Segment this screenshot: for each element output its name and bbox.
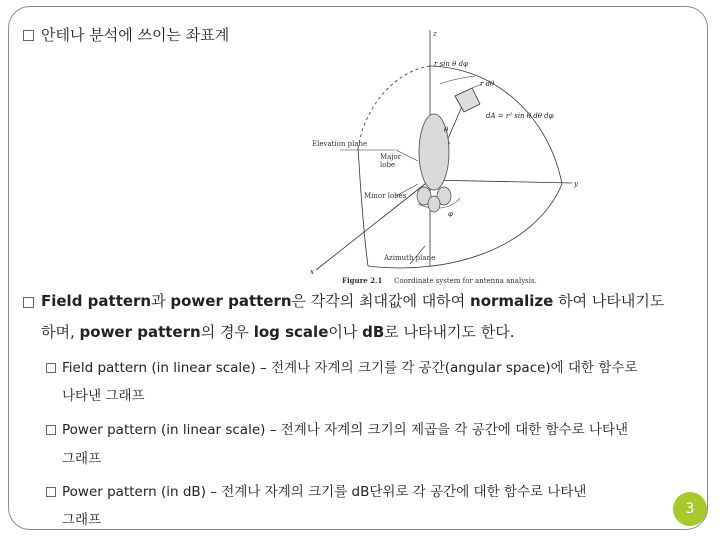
coordinate-system-figure bbox=[300, 26, 600, 288]
figure-caption-text: Coordinate system for antenna analysis. bbox=[394, 277, 537, 285]
sub-bullet-icon bbox=[46, 363, 56, 373]
main-bullet-icon bbox=[23, 297, 34, 308]
elevation-arc bbox=[358, 148, 368, 266]
sphere-back-outline bbox=[358, 66, 430, 148]
figure-caption-label: Figure 2.1 bbox=[342, 276, 383, 285]
r-dtheta-label: r dθ bbox=[480, 80, 495, 88]
minor-lobes-label: Minor lobes bbox=[364, 192, 407, 200]
main-bullet-line2: 하며, power pattern의 경우 log scale이나 dB로 나타내기도 한다. bbox=[41, 323, 515, 341]
sub-bullet-field-pattern-line2: 나타낸 그래프 bbox=[62, 388, 145, 404]
sphere-outline bbox=[430, 66, 562, 184]
y-axis-label: y bbox=[574, 180, 578, 188]
theta-label: θ bbox=[444, 126, 449, 134]
sub-bullet-power-pattern-db-line1: Power pattern (in dB) – 전계나 자계의 크기를 dB단위로 각 공간에 대한 함수로 나타낸 bbox=[62, 484, 587, 500]
sub-bullet-icon bbox=[46, 425, 56, 435]
term-normalize: normalize bbox=[470, 292, 554, 310]
sub-bullet-field-pattern-line1: Field pattern (in linear scale) – 전계나 자계의 크기를 각 공간(angular space)에 대한 함수로 bbox=[62, 360, 638, 376]
term-power-pattern: power pattern bbox=[170, 292, 292, 310]
major-lobe-label-line2: lobe bbox=[380, 161, 396, 169]
y-axis bbox=[430, 180, 572, 183]
term-db: dB bbox=[362, 323, 385, 341]
sub-bullet-power-pattern-line2: 그래프 bbox=[62, 451, 102, 467]
x-axis-label: x bbox=[310, 268, 314, 276]
z-axis-label: z bbox=[433, 30, 437, 38]
main-bullet-line1: Field pattern과 power pattern은 각각의 최대값에 대하여 normalize 하여 나타내기도 bbox=[41, 292, 665, 310]
page-number-badge: 3 bbox=[673, 492, 707, 526]
minor-lobe-shape bbox=[428, 196, 440, 212]
phi-label: φ bbox=[448, 210, 453, 218]
term-log-scale: log scale bbox=[253, 323, 329, 341]
term-power-pattern: power pattern bbox=[79, 323, 201, 341]
sub-bullet-power-pattern-line1: Power pattern (in linear scale) – 전계나 자계의 크기의 제곱을 각 공간에 대한 함수로 나타낸 bbox=[62, 422, 629, 438]
azimuth-plane-label: Azimuth plane bbox=[384, 254, 436, 262]
elevation-plane-label: Elevation plane bbox=[312, 140, 368, 148]
slide-heading: 안테나 분석에 쓰이는 좌표계 bbox=[41, 26, 230, 44]
term-field-pattern: Field pattern bbox=[41, 292, 152, 310]
r-sin-dphi-label: r sin θ dφ bbox=[434, 60, 468, 68]
area-element-label: dA = r² sin θ dθ dφ bbox=[486, 112, 554, 120]
area-element-patch bbox=[455, 88, 480, 112]
sub-bullet-power-pattern-db-line2: 그래프 bbox=[62, 512, 102, 528]
heading-bullet-icon bbox=[23, 30, 34, 41]
major-lobe-label-line1: Major bbox=[380, 153, 402, 161]
sub-bullet-icon bbox=[46, 487, 56, 497]
